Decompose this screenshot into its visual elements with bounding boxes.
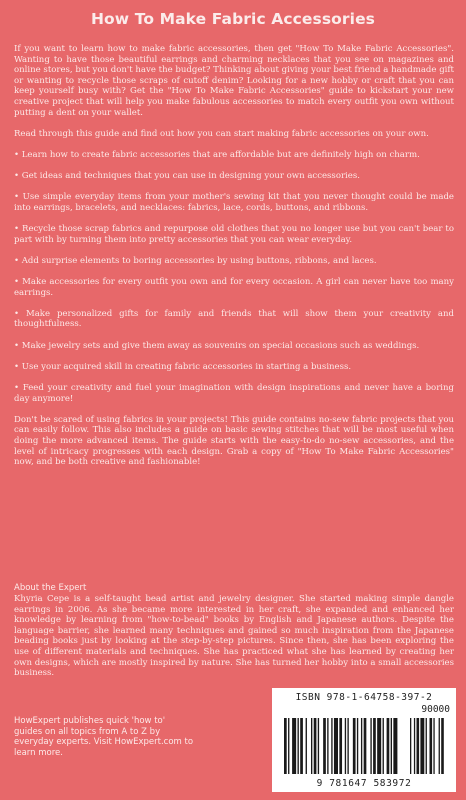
bullet-item: • Use your acquired skill in creating fabric accessories in starting a business. — [14, 361, 352, 372]
barcode-bar — [314, 718, 317, 774]
barcode-bar — [284, 718, 287, 774]
barcode-addon-bar — [441, 718, 444, 774]
barcode-addon-bar — [410, 718, 411, 774]
bullet-item: • Feed your creativity and fuel your imagination with design inspirations and never have a boring day anymore! — [14, 383, 454, 404]
barcode-bar — [387, 718, 390, 774]
barcode-bar — [288, 718, 289, 774]
barcode-panel — [272, 688, 456, 792]
about-text: Khyria Cepe is a self-taught bead artist and jewelry designer. She started making simple dangle earrings in 2006. As she became more interested in her craft, she expanded and enhanced her knowledge by learning from "how-to-bead" books by English and Japanese authors. Despite the language barrier, she learned many techniques and gained so much inspiration from the Japanese beading books just by looking at the step-by-step pictures. Since then, she has been exploring the use of different materials and techniques. She has practiced what she has learned by creating her own designs, which are mostly inspired by nature. She has turned her hobby into a small accessories business. — [14, 594, 454, 679]
barcode-addon-bar — [430, 718, 433, 774]
barcode-bar — [364, 718, 367, 774]
barcode-bar — [300, 718, 303, 774]
barcode-bar — [393, 718, 397, 774]
page-title: How To Make Fabric Accessories — [90, 10, 376, 28]
barcode-addon-bar — [414, 718, 415, 774]
barcode-bar — [391, 718, 392, 774]
barcode-addon-bar — [433, 718, 434, 774]
bullet-item: • Make personalized gifts for family and friends that will show them your creativity and thoughtfulness. — [14, 308, 454, 330]
bullet-item: • Make jewelry sets and give them away as souvenirs on special occasions such as weddings. — [14, 340, 420, 351]
barcode-bar — [339, 718, 342, 774]
about-heading: About the Expert — [14, 583, 87, 593]
bullet-item: • Use simple everyday items from your mother's sewing kit that you never thought could be made into earrings, bracelets, and necklaces: fabrics, lace, cords, buttons, and ribbons. — [14, 192, 454, 213]
barcode-bar — [323, 718, 326, 774]
barcode-digits: 9 781647 583972 — [316, 778, 412, 789]
barcode-bar — [370, 718, 371, 774]
barcode-bar — [298, 718, 299, 774]
isbn-label: ISBN 978-1-64758-397-2 — [295, 692, 433, 703]
bullet-item: • Learn how to create fabric accessories that are affordable but are definitely high on charm. — [14, 149, 420, 160]
barcode-bar — [318, 718, 319, 774]
barcode-bar — [383, 718, 384, 774]
barcode-bar — [377, 718, 381, 774]
barcode-bar — [306, 718, 307, 774]
lead-paragraph: Read through this guide and find out how you can start making fabric accessories on your own. — [14, 128, 429, 139]
barcode-icon — [272, 688, 456, 792]
barcode-bar — [311, 718, 312, 774]
bullet-item: • Get ideas and techniques that you can use in designing your own accessories. — [14, 171, 360, 182]
barcode-bar — [345, 718, 346, 774]
price-addon-code: 90000 — [421, 704, 450, 715]
intro-paragraph: If you want to learn how to make fabric accessories, then get "How To Make Fabric Accessories". Wanting to have those beautiful earrings and charming necklaces that you see on magazines and online stores, but you don't have the budget? Thinking about giving your best friend a handmade gift or wanting to recycle those scraps of cutoff denim? Looking for a new hobby or craft that you can keep yourself busy with? Get the "How To Make Fabric Accessories" guide to kickstart your new creative project that will help you make fabulous accessories to match every outfit you own without putting a dent on your wallet. — [14, 44, 454, 118]
barcode-addon-bar — [426, 718, 427, 774]
closing-paragraph: Don't be scared of using fabrics in your projects! This guide contains no-sew fabric projects that you can easily follow. This also includes a guide on basic sewing stitches that will be most useful when doing the more advanced items. The guide starts with the easy-to-do no-sew accessories, and the level of intricacy progresses with each design. Grab a copy of "How To Make Fabric Accessories" now, and be both creative and fashionable! — [14, 414, 454, 468]
barcode-bar — [357, 718, 358, 774]
barcode-bar — [331, 718, 332, 774]
barcode-bar — [334, 718, 338, 774]
description-body — [14, 44, 454, 478]
barcode-addon-bar — [439, 718, 440, 774]
barcode-bar — [347, 718, 348, 774]
barcode-addon-bar — [420, 718, 424, 774]
barcode-bar — [292, 718, 296, 774]
bullet-item: • Make accessories for every outfit you own and for every occasion. A girl can never have too many earrings. — [14, 277, 454, 298]
barcode-bar — [327, 718, 328, 774]
bullet-item: • Recycle those scrap fabrics and repurpose old clothes that you no longer use but you can't bear to part with by turning them into pretty accessories that you can wear everyday. — [14, 224, 454, 245]
bullet-item: • Add surprise elements to boring accessories by using buttons, ribbons, and laces. — [14, 255, 377, 266]
barcode-bar — [373, 718, 376, 774]
barcode-addon-bar — [417, 718, 420, 774]
barcode-bar — [361, 718, 362, 774]
publisher-note: HowExpert publishes quick 'how to' guides on all topics from A to Z by everyday experts. Visit HowExpert.com to learn more. — [14, 716, 194, 758]
barcode-bar — [353, 718, 356, 774]
